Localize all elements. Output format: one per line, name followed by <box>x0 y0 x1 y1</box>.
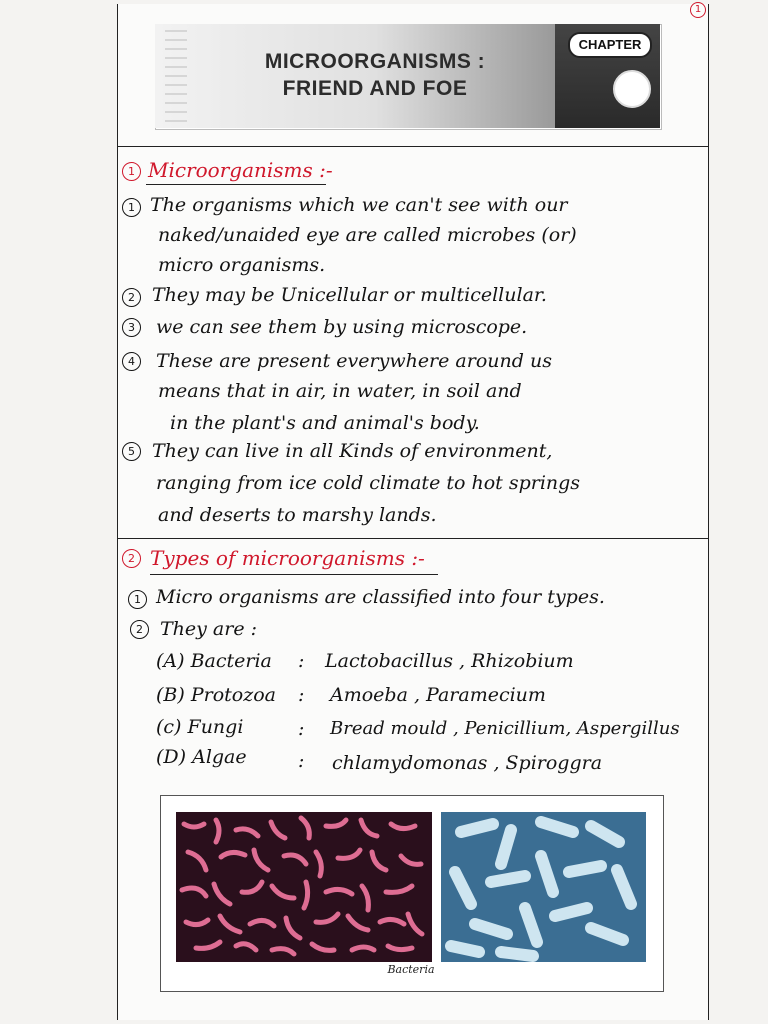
type-fungi-colon: : <box>298 718 305 740</box>
s1-point3-number: 3 <box>122 318 141 337</box>
s2-point2-number: 2 <box>130 620 149 639</box>
type-algae-examples: chlamydomonas , Spiroggra <box>332 752 603 774</box>
s1-point4-line1: These are present everywhere around us <box>156 350 552 372</box>
pink-rod-bacteria-image <box>176 812 432 962</box>
s2-point1-number: 1 <box>128 590 147 609</box>
s1-point1-line3: micro organisms. <box>158 254 326 276</box>
section1-heading-underline <box>146 184 326 185</box>
section2-number: 2 <box>122 549 141 568</box>
type-bacteria-examples: Lactobacillus , Rhizobium <box>325 650 574 672</box>
type-protozoa-label: (B) Protozoa <box>156 684 276 706</box>
s1-point4-line2: means that in air, in water, in soil and <box>158 380 522 402</box>
section2-heading: Types of microorganisms :- <box>150 546 425 570</box>
s1-point5-line1: They can live in all Kinds of environment, <box>152 440 553 462</box>
type-protozoa-examples: Amoeba , Paramecium <box>330 684 546 706</box>
chapter-title <box>185 48 565 102</box>
s1-point5-number: 5 <box>122 442 141 461</box>
type-bacteria-colon: : <box>298 650 305 672</box>
type-fungi-label: (c) Fungi <box>156 716 244 738</box>
s1-point5-line3: and deserts to marshy lands. <box>158 504 437 526</box>
section1-heading: Microorganisms :- <box>148 158 333 182</box>
s1-point2-number: 2 <box>122 288 141 307</box>
s1-point4-number: 4 <box>122 352 141 371</box>
chapter-badge: CHAPTER <box>568 32 652 58</box>
section1-number: 1 <box>122 162 141 181</box>
type-algae-colon: : <box>298 750 305 772</box>
s1-point1-number: 1 <box>122 198 141 217</box>
s2-point2-text: They are : <box>160 618 258 640</box>
type-bacteria-label: (A) Bacteria <box>156 650 272 672</box>
figure-caption: Bacteria <box>387 963 435 976</box>
type-algae-label: (D) Algae <box>156 746 247 768</box>
page-number: 1 <box>690 2 706 18</box>
section2-heading-underline <box>150 574 438 575</box>
type-protozoa-colon: : <box>298 684 305 706</box>
banner-decoration <box>165 30 187 124</box>
chapter-title-line1: MICROORGANISMS : <box>264 50 486 73</box>
bacteria-photo-pink <box>176 812 432 962</box>
s1-point5-line2: ranging from ice cold climate to hot springs <box>156 472 581 494</box>
chapter-number-circle <box>613 70 651 108</box>
s1-point1-line2: naked/unaided eye are called microbes (or) <box>158 224 577 246</box>
s1-point3-line1: we can see them by using microscope. <box>156 316 528 338</box>
s1-point2-line1: They may be Unicellular or multicellular. <box>152 284 547 306</box>
type-fungi-examples: Bread mould , Penicillium, Aspergillus <box>330 718 680 739</box>
s2-point1-text: Micro organisms are classified into four types. <box>156 586 605 608</box>
bacteria-photo-blue <box>441 812 646 962</box>
header-divider <box>117 146 709 147</box>
section-divider <box>117 538 709 539</box>
blue-rod-bacteria-image <box>441 812 646 962</box>
s1-point1-line1: The organisms which we can't see with our <box>150 194 568 216</box>
chapter-title-line2: FRIEND AND FOE <box>282 77 468 100</box>
s1-point4-line3: in the plant's and animal's body. <box>170 412 480 434</box>
